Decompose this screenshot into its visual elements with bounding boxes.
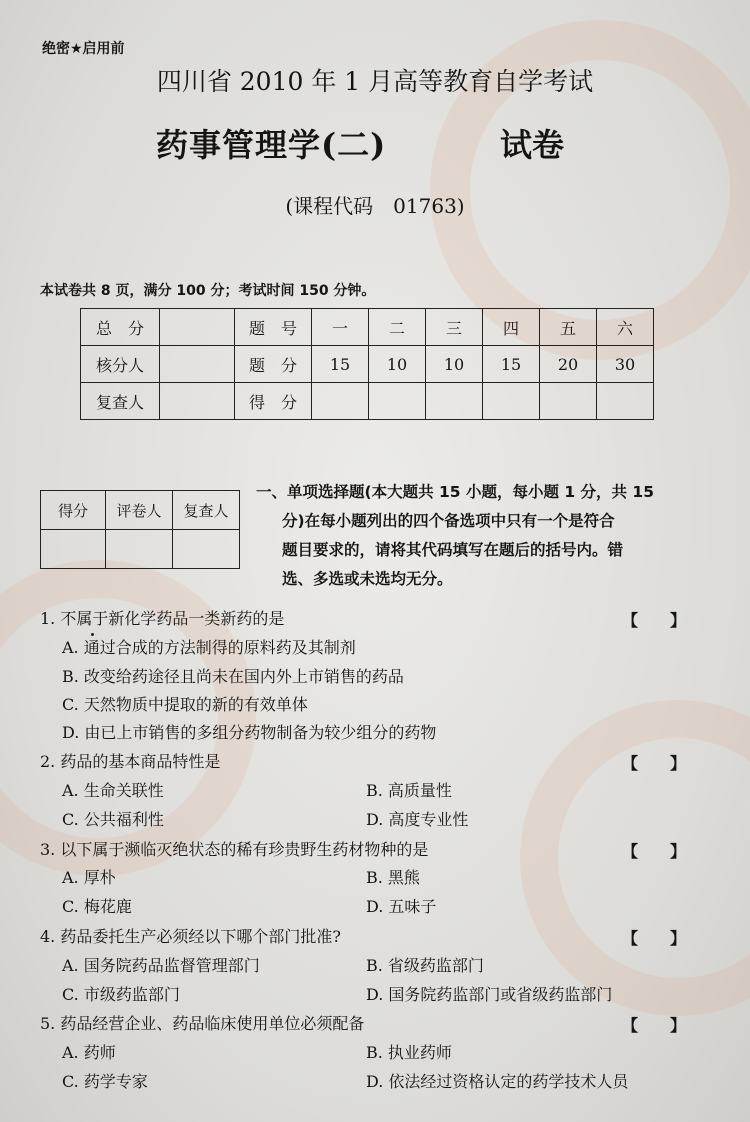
score-cell: 10 xyxy=(426,346,483,383)
exam-title: 四川省 2010 年 1 月高等教育自学考试 xyxy=(156,67,594,96)
question-stem: 4. 药品委托生产必须经以下哪个部门批准? xyxy=(40,927,341,946)
option: B. 执业药师 xyxy=(366,1043,452,1062)
score-cell: 15 xyxy=(483,346,540,383)
score-cell xyxy=(483,383,540,420)
grader-cell xyxy=(106,530,173,569)
score-cell: 30 xyxy=(597,346,654,383)
score-cell: 10 xyxy=(369,346,426,383)
option: A. 药师 xyxy=(62,1043,116,1062)
section-line: 分)在每小题列出的四个备选项中只有一个是符合 xyxy=(282,512,615,530)
option: A. 生命关联性 xyxy=(62,781,164,800)
option: C. 药学专家 xyxy=(62,1072,148,1091)
section-line: 题目要求的，请将其代码填写在题后的括号内。错 xyxy=(282,541,624,559)
score-cell: 题 分 xyxy=(235,346,312,383)
exam-info: 本试卷共 8 页，满分 100 分；考试时间 150 分钟。 xyxy=(40,283,376,299)
answer-bracket: 【 】 xyxy=(622,842,687,861)
grader-cell xyxy=(173,530,240,569)
option: D. 国务院药监部门或省级药监部门 xyxy=(366,985,613,1004)
section-line: 选、多选或未选均无分。 xyxy=(282,570,453,588)
option: C. 天然物质中提取的新的有效单体 xyxy=(62,695,308,714)
score-cell xyxy=(160,309,235,346)
question-stem: 2. 药品的基本商品特性是 xyxy=(40,752,221,771)
score-cell: 一 xyxy=(312,309,369,346)
grader-header: 复查人 xyxy=(173,491,240,530)
score-cell: 15 xyxy=(312,346,369,383)
option: C. 市级药监部门 xyxy=(62,985,180,1004)
subject-title: 药事管理学(二) xyxy=(156,126,387,164)
score-cell: 得 分 xyxy=(235,383,312,420)
paper-word: 试卷 xyxy=(500,126,565,164)
option: D. 依法经过资格认定的药学技术人员 xyxy=(366,1072,629,1091)
score-cell xyxy=(597,383,654,420)
option: A. 厚朴 xyxy=(62,868,116,887)
answer-bracket: 【 】 xyxy=(622,754,687,773)
section-instructions xyxy=(256,478,706,594)
score-cell: 四 xyxy=(483,309,540,346)
option: A. 国务院药品监督管理部门 xyxy=(62,956,260,975)
score-cell: 总 分 xyxy=(81,309,160,346)
option: C. 公共福利性 xyxy=(62,810,164,829)
score-cell: 复查人 xyxy=(81,383,160,420)
answer-bracket: 【 】 xyxy=(622,929,687,948)
question-stem: 3. 以下属于濒临灭绝状态的稀有珍贵野生药材物种的是 xyxy=(40,840,429,859)
score-cell: 核分人 xyxy=(81,346,160,383)
score-cell xyxy=(369,383,426,420)
option: B. 黑熊 xyxy=(366,868,420,887)
option: D. 高度专业性 xyxy=(366,810,469,829)
grader-cell xyxy=(41,530,106,569)
grader-header: 得分 xyxy=(41,491,106,530)
option: D. 由已上市销售的多组分药物制备为较少组分的药物 xyxy=(62,723,437,742)
score-cell xyxy=(160,346,235,383)
score-cell xyxy=(426,383,483,420)
score-cell: 三 xyxy=(426,309,483,346)
score-cell: 二 xyxy=(369,309,426,346)
option: B. 高质量性 xyxy=(366,781,452,800)
question-stem: 5. 药品经营企业、药品临床使用单位必须配备 xyxy=(40,1014,365,1033)
option: B. 省级药监部门 xyxy=(366,956,484,975)
grader-table xyxy=(40,490,240,569)
section-line: 一、单项选择题(本大题共 15 小题，每小题 1 分，共 15 xyxy=(256,483,654,501)
score-cell xyxy=(540,383,597,420)
grader-header: 评卷人 xyxy=(106,491,173,530)
score-cell: 20 xyxy=(540,346,597,383)
option: A. 通过合成的方法制得的原料药及其制剂 xyxy=(62,638,356,657)
answer-bracket: 【 】 xyxy=(622,611,687,630)
option: C. 梅花鹿 xyxy=(62,897,132,916)
score-table xyxy=(80,308,654,420)
score-cell xyxy=(160,383,235,420)
score-cell: 六 xyxy=(597,309,654,346)
course-code: (课程代码 01763) xyxy=(285,194,465,218)
score-cell xyxy=(312,383,369,420)
score-cell: 题 号 xyxy=(235,309,312,346)
option: B. 改变给药途径且尚未在国内外上市销售的药品 xyxy=(62,667,404,686)
emphasis-dot xyxy=(91,633,94,636)
confidential-label: 绝密★启用前 xyxy=(42,41,125,57)
answer-bracket: 【 】 xyxy=(622,1016,687,1035)
score-cell: 五 xyxy=(540,309,597,346)
option: D. 五味子 xyxy=(366,897,437,916)
question-stem: 1. 不属于新化学药品一类新药的是 xyxy=(40,609,285,628)
